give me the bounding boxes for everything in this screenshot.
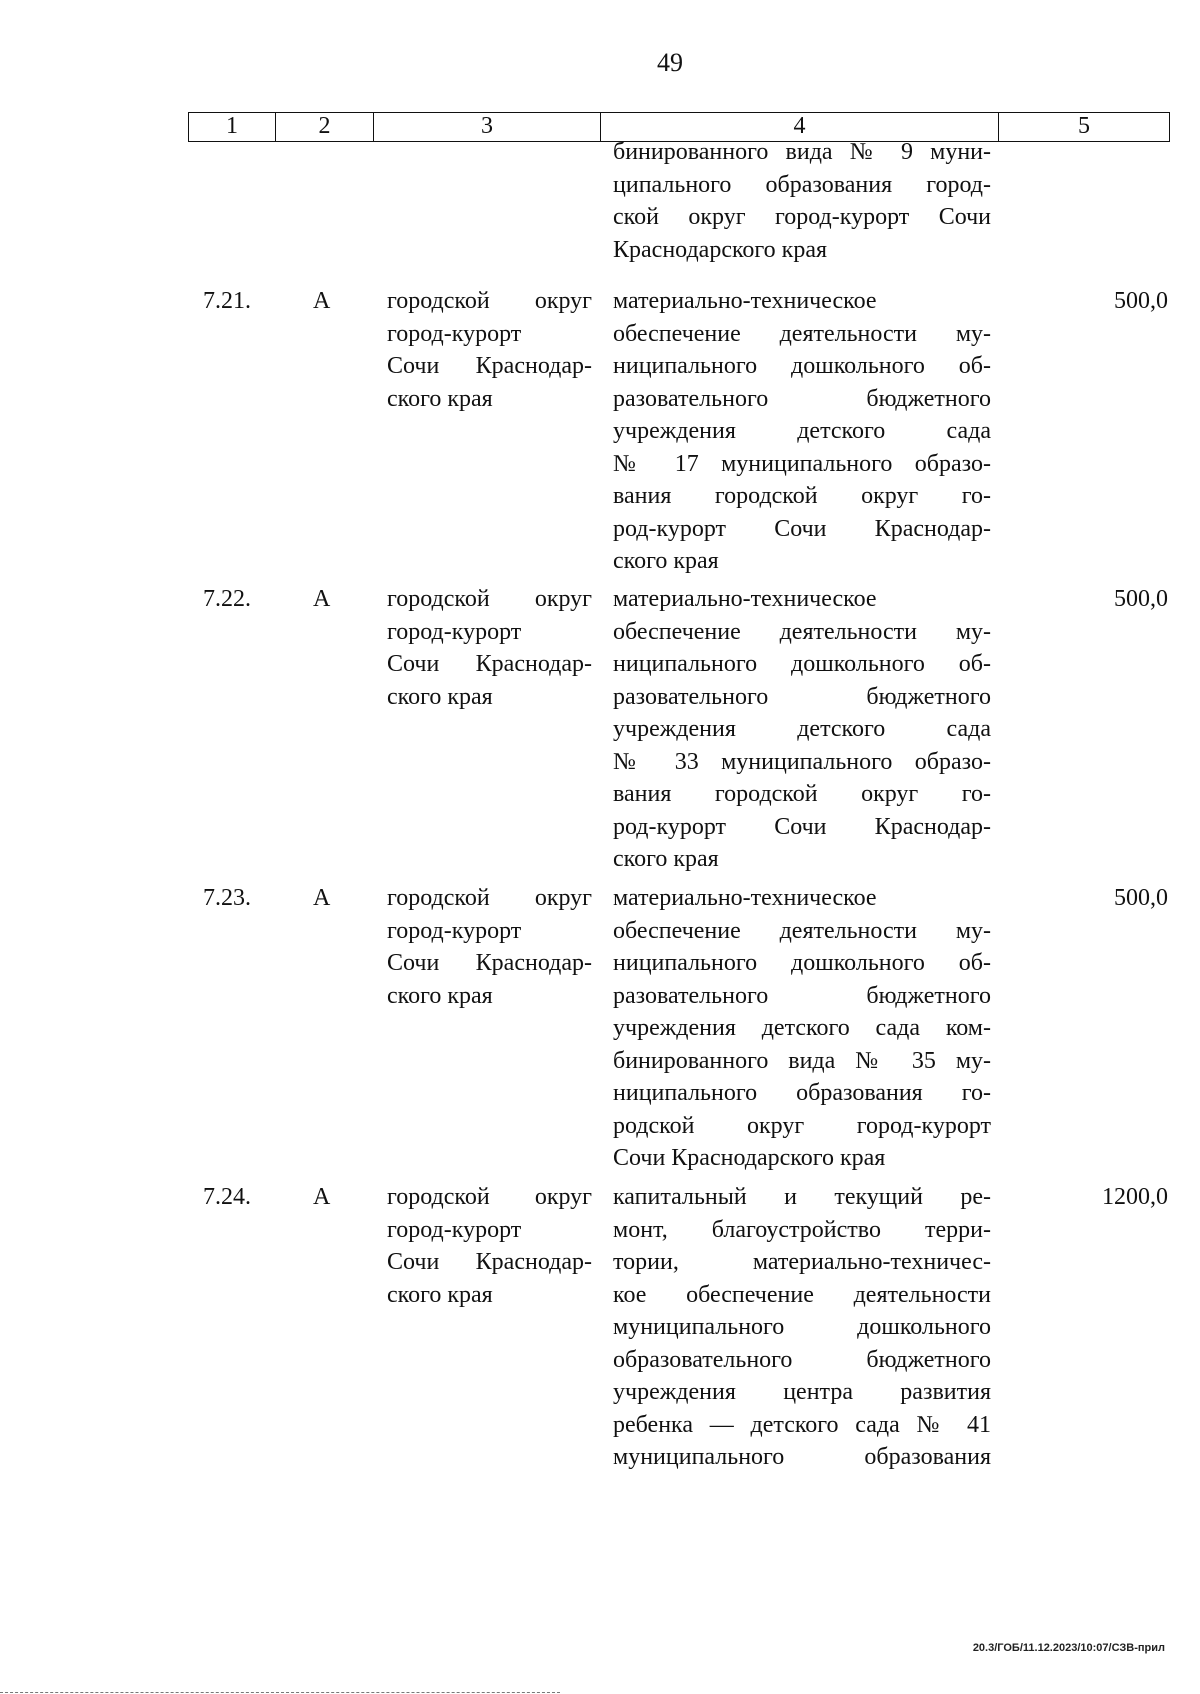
district-line: город-курорт <box>387 618 522 645</box>
column-header-3: 3 <box>374 113 601 141</box>
district-line: городской округ <box>387 885 592 911</box>
row-category: А <box>313 586 331 612</box>
district-line: ского края <box>387 982 493 1009</box>
district-line: Сочи Краснодар- <box>387 1249 592 1275</box>
description-line: Краснодарского края <box>613 236 828 263</box>
district-line: город-курорт <box>387 320 522 347</box>
description-line: ского края <box>613 548 719 574</box>
description-line: обеспечение деятельности му- <box>613 618 991 645</box>
description-line: капитальный и текущий ре- <box>613 1184 991 1210</box>
row-number: 7.23. <box>203 885 251 911</box>
column-header-1: 1 <box>189 113 276 141</box>
column-header-5: 5 <box>1078 113 1090 139</box>
description-line: разовательного бюджетного <box>613 982 991 1009</box>
description-line: родской округ город-курорт <box>613 1112 991 1139</box>
description-line: ниципального дошкольного об- <box>613 651 991 677</box>
description-line: кое обеспечение деятельности <box>613 1281 991 1308</box>
district-line: городской округ <box>387 288 592 314</box>
district-line: городской округ <box>387 586 592 612</box>
continuation-description <box>613 136 991 266</box>
row-number: 7.21. <box>203 288 251 314</box>
description-line: учреждения детского сада <box>613 418 991 444</box>
description-line: учреждения детского сада ком- <box>613 1015 991 1041</box>
description-line: ципального образования город- <box>613 171 991 198</box>
description-line: ского края <box>613 846 719 872</box>
district-line: городской округ <box>387 1184 592 1210</box>
description-line: род-курорт Сочи Краснодар- <box>613 813 991 840</box>
district-line: Сочи Краснодар- <box>387 950 592 976</box>
row-description <box>613 285 991 578</box>
row-category: А <box>313 1184 331 1210</box>
document-code: 20.3/ГОБ/11.12.2023/10:07/СЗВ-прил <box>972 1642 1165 1654</box>
row-district <box>387 882 592 1012</box>
description-line: вания городской округ го- <box>613 781 991 807</box>
description-line: вания городской округ го- <box>613 483 991 509</box>
column-header-4: 4 <box>601 113 999 141</box>
description-line: разовательного бюджетного <box>613 683 991 710</box>
description-line: тории, материально-техничес- <box>613 1249 991 1275</box>
district-line: город-курорт <box>387 917 522 944</box>
description-line: материально-техническое <box>613 586 877 612</box>
column-header-2: 2 <box>276 113 374 141</box>
district-line: ского края <box>387 1281 493 1308</box>
row-description <box>613 882 991 1175</box>
description-line: ниципального дошкольного об- <box>613 353 991 379</box>
description-line: № 33 муниципального образо- <box>613 748 991 775</box>
description-line: муниципального дошкольного <box>613 1314 991 1340</box>
description-line: монт, благоустройство терри- <box>613 1216 991 1243</box>
row-category: А <box>313 885 331 911</box>
description-line: ской округ город-курорт Сочи <box>613 204 991 230</box>
description-line: ребенка — детского сада № 41 <box>613 1411 991 1438</box>
description-line: учреждения детского сада <box>613 716 991 742</box>
row-description <box>613 583 991 876</box>
row-amount: 500,0 <box>1114 288 1168 314</box>
row-number: 7.24. <box>203 1184 251 1210</box>
row-district <box>387 285 592 415</box>
description-line: бинированного вида № 9 муни- <box>613 139 991 165</box>
row-category: А <box>313 288 331 314</box>
page-number: 49 <box>657 48 683 77</box>
row-number: 7.22. <box>203 586 251 612</box>
description-line: Сочи Краснодарского края <box>613 1145 886 1171</box>
row-district <box>387 583 592 713</box>
row-district <box>387 1181 592 1311</box>
description-line: ниципального дошкольного об- <box>613 950 991 976</box>
row-amount: 500,0 <box>1114 586 1168 612</box>
district-line: Сочи Краснодар- <box>387 353 592 379</box>
district-line: город-курорт <box>387 1216 522 1243</box>
district-line: Сочи Краснодар- <box>387 651 592 677</box>
district-line: ского края <box>387 683 493 710</box>
description-line: муниципального образования <box>613 1444 991 1470</box>
description-line: разовательного бюджетного <box>613 385 991 412</box>
description-line: бинированного вида № 35 му- <box>613 1047 991 1074</box>
row-amount: 500,0 <box>1114 885 1168 911</box>
scan-edge-divider <box>0 1692 560 1693</box>
description-line: материально-техническое <box>613 288 877 314</box>
description-line: ниципального образования го- <box>613 1080 991 1106</box>
row-description <box>613 1181 991 1474</box>
description-line: образовательного бюджетного <box>613 1346 991 1373</box>
description-line: род-курорт Сочи Краснодар- <box>613 515 991 542</box>
description-line: учреждения центра развития <box>613 1379 991 1405</box>
district-line: ского края <box>387 385 493 412</box>
description-line: обеспечение деятельности му- <box>613 320 991 347</box>
description-line: обеспечение деятельности му- <box>613 917 991 944</box>
row-amount: 1200,0 <box>1102 1184 1168 1210</box>
description-line: № 17 муниципального образо- <box>613 450 991 477</box>
description-line: материально-техническое <box>613 885 877 911</box>
